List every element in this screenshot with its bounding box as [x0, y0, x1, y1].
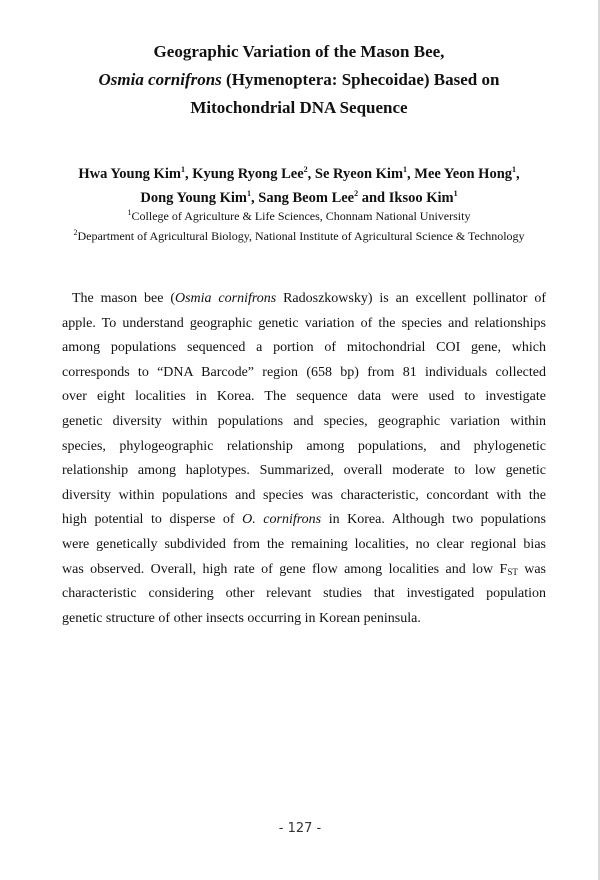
- abstract-text: was: [517, 561, 546, 577]
- affiliation-mark: 2: [73, 228, 78, 237]
- abstract-text: high potential to disperse of: [62, 512, 243, 528]
- affiliation-mark: 1: [127, 208, 132, 217]
- affiliation-list: [20, 206, 578, 246]
- affiliation-2: [20, 226, 578, 246]
- abstract-line: were genetically subdivided from the remaining localities, no clear regional bias: [62, 536, 546, 552]
- author-name: Kyung Ryong Lee: [192, 166, 304, 182]
- abstract-line: genetic diversity within populations and species, geographic variation within: [62, 413, 546, 429]
- affiliation-text: Department of Agricultural Biology, National Institute of Agricultural Science & Technology: [77, 229, 525, 243]
- abstract-text: was observed. Overall, high rate of gene flow among localities and low F: [62, 561, 508, 577]
- author-affiliation-mark: 1: [512, 165, 517, 174]
- abstract-line: corresponds to “DNA Barcode” region (658 bp) from 81 individuals collected: [62, 364, 546, 380]
- affiliation-text: College of Agriculture & Life Sciences, Chonnam National University: [131, 209, 471, 223]
- abstract-species-name: O. cornifrons: [242, 512, 322, 528]
- abstract-line: diversity within populations and species was characteristic, concordant with the: [62, 487, 546, 503]
- abstract-line: species, phylogeographic relationship among populations, and phylogenetic: [62, 438, 546, 454]
- author-name: Mee Yeon Hong: [414, 166, 513, 182]
- abstract-line: apple. To understand geographic genetic variation of the species and relationships: [62, 315, 546, 331]
- abstract-line: among populations sequenced a portion of mitochondrial COI gene, which: [62, 340, 546, 356]
- author-affiliation-mark: 1: [247, 189, 251, 198]
- abstract-line: [62, 508, 546, 533]
- author-separator: ,: [407, 166, 411, 182]
- abstract-line: genetic structure of other insects occurring in Korean peninsula.: [62, 610, 421, 626]
- author-affiliation-mark: 1: [180, 165, 185, 174]
- author-line-1: [40, 162, 558, 186]
- author-separator: ,: [251, 190, 255, 206]
- page-number: - 127 -: [278, 821, 322, 836]
- author-name: Se Ryeon Kim: [314, 166, 404, 182]
- abstract-text: in Korea. Although two populations: [321, 512, 546, 528]
- author-affiliation-mark: 2: [354, 189, 359, 198]
- abstract-line: relationship among haplotypes. Summarized, overall moderate to low genetic: [62, 463, 546, 479]
- author-name: Sang Beom Lee: [258, 190, 355, 206]
- title-species-name: Osmia cornifrons: [98, 70, 222, 89]
- abstract-species-name: Osmia cornifrons: [174, 291, 277, 306]
- author-separator: ,: [307, 166, 312, 182]
- author-affiliation-mark: 2: [303, 165, 308, 174]
- abstract-text: The mason bee (: [72, 291, 175, 306]
- title-line-3: Mitochondrial DNA Sequence: [190, 98, 408, 117]
- author-list: [40, 162, 558, 210]
- abstract-line: over eight localities in Korea. The sequence data were used to investigate: [62, 389, 546, 405]
- abstract-paragraph: [62, 287, 546, 631]
- abstract-line: [62, 558, 546, 583]
- abstract-subscript: ST: [507, 566, 518, 577]
- author-affiliation-mark: 1: [453, 189, 458, 198]
- affiliation-1: [20, 206, 578, 226]
- author-separator-and: and: [361, 190, 386, 206]
- title-line-2: [40, 66, 558, 94]
- paper-title: [40, 38, 558, 122]
- author-name: Hwa Young Kim: [78, 166, 181, 182]
- author-name: Dong Young Kim: [140, 190, 247, 206]
- title-line-1: Geographic Variation of the Mason Bee,: [153, 42, 445, 61]
- abstract-text: Radoszkowsky) is an excellent pollinator of: [276, 291, 546, 306]
- author-name: Iksoo Kim: [388, 190, 454, 206]
- author-affiliation-mark: 1: [403, 165, 408, 174]
- author-separator: ,: [184, 166, 189, 182]
- abstract-line: [62, 287, 546, 312]
- abstract-line: characteristic considering other relevant studies that investigated population: [62, 586, 546, 602]
- title-line-2-rest: (Hymenoptera: Sphecoidae) Based on: [221, 70, 500, 89]
- author-separator: ,: [516, 166, 520, 182]
